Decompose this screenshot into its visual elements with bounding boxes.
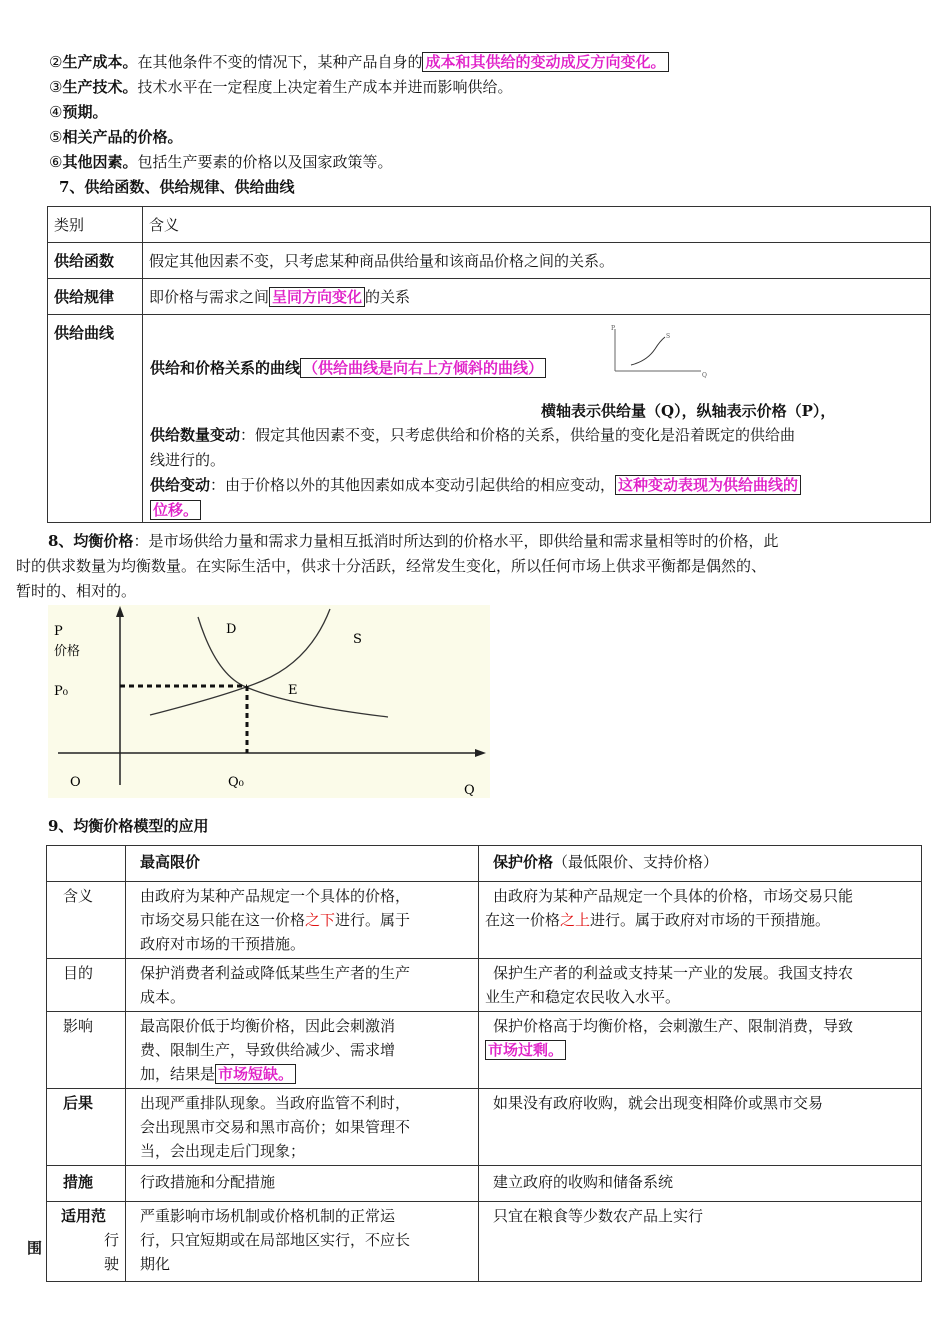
cell-text: 在这一价格 bbox=[485, 911, 561, 929]
table-row bbox=[47, 1012, 922, 1089]
table-row bbox=[48, 279, 931, 315]
chg-text: ：由于价格以外的其他因素如成本变动引起供给的相应变动， bbox=[210, 476, 616, 494]
cell-line: 由政府为某种产品规定一个具体的价格， bbox=[140, 887, 411, 905]
cell-text: 市场交易只能在这一价格 bbox=[140, 911, 306, 929]
cell-line bbox=[485, 1038, 915, 1062]
item-production-technology bbox=[49, 76, 512, 98]
cell-text: 进行。属于政府对市场的干预措施。 bbox=[590, 911, 831, 929]
content-text: 的关系 bbox=[365, 288, 411, 306]
row-content bbox=[143, 315, 931, 523]
meaning-max bbox=[126, 882, 479, 959]
row-label: 供给函数 bbox=[48, 243, 143, 279]
header-min-price bbox=[479, 846, 922, 882]
table-row bbox=[47, 1166, 922, 1202]
row-content bbox=[143, 279, 931, 315]
item-title: 其他因素。 bbox=[62, 153, 138, 171]
equilibrium-price-chart bbox=[48, 605, 490, 798]
row-label: 供给规律 bbox=[48, 279, 143, 315]
chg-title: 供给变动 bbox=[150, 476, 211, 494]
impact-max bbox=[126, 1012, 479, 1089]
origin-label: O bbox=[70, 775, 81, 790]
section7-heading: 7、供给函数、供给规律、供给曲线 bbox=[59, 178, 295, 196]
cell-line: 最高限价低于均衡价格，因此会刺激消 bbox=[140, 1017, 396, 1035]
item-text: 在其他条件不变的情况下，某种产品自身的 bbox=[137, 53, 423, 71]
cell-line: 保护价格高于均衡价格，会刺激生产、限制消费，导致 bbox=[493, 1017, 854, 1035]
header-min-title: 保护价格 bbox=[493, 853, 554, 871]
section8-text: ：是市场供给力量和需求力量相互抵消时所达到的价格水平，即供给量和需求量相等时的价格，此 bbox=[133, 532, 779, 550]
curve-highlight: （供给曲线是向右上方倾斜的曲线） bbox=[300, 358, 546, 378]
q0-label: Q₀ bbox=[228, 775, 244, 790]
cell-line: 由政府为某种产品规定一个具体的价格，市场交易只能 bbox=[493, 887, 854, 905]
item-number: ④ bbox=[49, 103, 63, 121]
cell-line: 行，只宜短期或在局部地区实行，不应长 bbox=[140, 1231, 411, 1249]
mini-q-label: Q bbox=[702, 372, 707, 379]
header-meaning: 含义 bbox=[143, 207, 931, 243]
content-highlight: 呈同方向变化 bbox=[269, 287, 365, 307]
item-text: 技术水平在一定程度上决定着生产成本并进而影响供给。 bbox=[137, 78, 513, 96]
cell-line: 保护生产者的利益或支持某一产业的发展。我国支持农 bbox=[493, 964, 854, 982]
table-row bbox=[48, 315, 931, 523]
row-content: 假定其他因素不变，只考虑某种商品供给量和该商品价格之间的关系。 bbox=[143, 243, 931, 279]
cell-line: 严重影响市场机制或价格机制的正常运 bbox=[140, 1207, 396, 1225]
corner-cell bbox=[47, 846, 126, 882]
curve-text: 供给和价格关系的曲线 bbox=[150, 359, 301, 377]
table-row bbox=[47, 959, 922, 1012]
quantity-change-line1 bbox=[150, 424, 795, 446]
item-number: ⑥ bbox=[49, 153, 63, 171]
content-text: 即价格与需求之间 bbox=[149, 288, 270, 306]
scope-label-fragment: 驶 bbox=[103, 1255, 119, 1273]
cell-text: 进行。属于 bbox=[335, 911, 411, 929]
supply-table bbox=[47, 206, 931, 523]
section8-line1 bbox=[48, 530, 778, 552]
cell-line: 政府对市场的干预措施。 bbox=[140, 935, 306, 953]
cell-highlight: 市场过剩。 bbox=[485, 1040, 566, 1060]
header-max-price: 最高限价 bbox=[126, 846, 479, 882]
item-production-cost bbox=[49, 51, 669, 73]
demand-label: D bbox=[226, 622, 237, 637]
item-title: 预期。 bbox=[62, 103, 108, 121]
chg-highlight: 位移。 bbox=[150, 500, 201, 520]
table-row bbox=[47, 1202, 922, 1282]
meaning-min bbox=[479, 882, 922, 959]
section8-title: 8、均衡价格 bbox=[48, 532, 134, 550]
p-axis-label: P bbox=[54, 624, 63, 639]
cell-line: 当，会出现走后门现象； bbox=[140, 1142, 306, 1160]
mini-s-label: S bbox=[666, 333, 671, 340]
p0-label: P₀ bbox=[54, 684, 68, 699]
item-title: 生产技术。 bbox=[62, 78, 138, 96]
header-min-note: （最低限价、支持价格） bbox=[553, 853, 719, 871]
item-other-factors bbox=[49, 151, 392, 173]
item-highlight: 成本和其供给的变动成反方向变化。 bbox=[422, 52, 668, 72]
scope-max bbox=[126, 1202, 479, 1282]
item-related-prices bbox=[49, 126, 182, 148]
cell-line: 会出现黑市交易和黑市高价；如果管理不 bbox=[140, 1118, 411, 1136]
section8-line2: 时的供求数量为均衡数量。在实际生活中，供求十分活跃，经常发生变化，所以任何市场上供求平衡都是偶然的、 bbox=[16, 557, 767, 575]
row-label-purpose: 目的 bbox=[47, 959, 126, 1012]
cell-line: 出现严重排队现象。当政府监管不利时， bbox=[140, 1094, 411, 1112]
cell-text: 加，结果是 bbox=[140, 1065, 216, 1083]
supply-label: S bbox=[353, 632, 362, 647]
quantity-change-line2: 线进行的。 bbox=[150, 451, 226, 469]
cell-line: 成本。 bbox=[140, 988, 186, 1006]
mini-p-label: P bbox=[611, 325, 616, 332]
row-label-impact: 影响 bbox=[47, 1012, 126, 1089]
scope-min: 只宜在粮食等少数农产品上实行 bbox=[479, 1202, 922, 1282]
row-label: 供给曲线 bbox=[48, 315, 143, 523]
price-control-table bbox=[46, 845, 922, 1282]
chart-background bbox=[48, 605, 490, 798]
cell-line: 期化 bbox=[140, 1255, 171, 1273]
scope-label-overflow: 围 bbox=[27, 1239, 43, 1257]
cell-red-text: 之下 bbox=[305, 911, 336, 929]
qty-title: 供给数量变动 bbox=[150, 426, 241, 444]
row-label-scope bbox=[47, 1202, 126, 1282]
scope-label-top: 适用范 bbox=[61, 1207, 107, 1225]
table-row bbox=[47, 882, 922, 959]
cell-red-text: 之上 bbox=[560, 911, 591, 929]
item-expectation bbox=[49, 101, 107, 123]
cell-line bbox=[485, 908, 915, 932]
item-number: ② bbox=[49, 53, 63, 71]
cell-line: 费、限制生产，导致供给减少、需求增 bbox=[140, 1041, 396, 1059]
row-label-meaning: 含义 bbox=[47, 882, 126, 959]
row-label-measures: 措施 bbox=[47, 1166, 126, 1202]
cell-line bbox=[140, 908, 472, 932]
consequence-max bbox=[126, 1089, 479, 1166]
measures-max: 行政措施和分配措施 bbox=[126, 1166, 479, 1202]
cell-line bbox=[140, 1062, 472, 1086]
measures-min: 建立政府的收购和储备系统 bbox=[479, 1166, 922, 1202]
table-row bbox=[47, 1089, 922, 1166]
item-title: 生产成本。 bbox=[62, 53, 138, 71]
consequence-min: 如果没有政府收购，就会出现变相降价或黑市交易 bbox=[479, 1089, 922, 1166]
item-text: 包括生产要素的价格以及国家政策等。 bbox=[137, 153, 393, 171]
price-axis-label: 价格 bbox=[54, 644, 81, 659]
q-axis-label: Q bbox=[464, 783, 475, 798]
item-number: ⑤ bbox=[49, 128, 63, 146]
supply-change-line1 bbox=[150, 474, 801, 496]
row-label-consequence: 后果 bbox=[47, 1089, 126, 1166]
equilibrium-point-label: E bbox=[288, 683, 298, 698]
table-row bbox=[48, 207, 931, 243]
item-number: ③ bbox=[49, 78, 63, 96]
qty-text: ：假定其他因素不变，只考虑供给和价格的关系，供给量的变化是沿着既定的供给曲 bbox=[240, 426, 796, 444]
chg-highlight: 这种变动表现为供给曲线的 bbox=[615, 475, 801, 495]
item-title: 相关产品的价格。 bbox=[62, 128, 183, 146]
mini-supply-chart bbox=[603, 321, 713, 379]
impact-min bbox=[479, 1012, 922, 1089]
table-row bbox=[47, 846, 922, 882]
table-row bbox=[48, 243, 931, 279]
purpose-min bbox=[479, 959, 922, 1012]
purpose-max bbox=[126, 959, 479, 1012]
cell-line: 业生产和稳定农民收入水平。 bbox=[485, 988, 681, 1006]
section8-line3: 暂时的、相对的。 bbox=[16, 582, 137, 600]
cell-highlight: 市场短缺。 bbox=[215, 1064, 296, 1084]
supply-change-line2 bbox=[150, 499, 201, 521]
axis-note: 横轴表示供给量（Q），纵轴表示价格（P）， bbox=[541, 402, 836, 420]
scope-label-fragment: 行 bbox=[103, 1231, 119, 1249]
section9-heading: 9、均衡价格模型的应用 bbox=[48, 817, 209, 835]
header-category: 类别 bbox=[48, 207, 143, 243]
cell-line: 保护消费者利益或降低某些生产者的生产 bbox=[140, 964, 411, 982]
supply-curve bbox=[631, 337, 665, 365]
curve-description bbox=[150, 357, 546, 379]
